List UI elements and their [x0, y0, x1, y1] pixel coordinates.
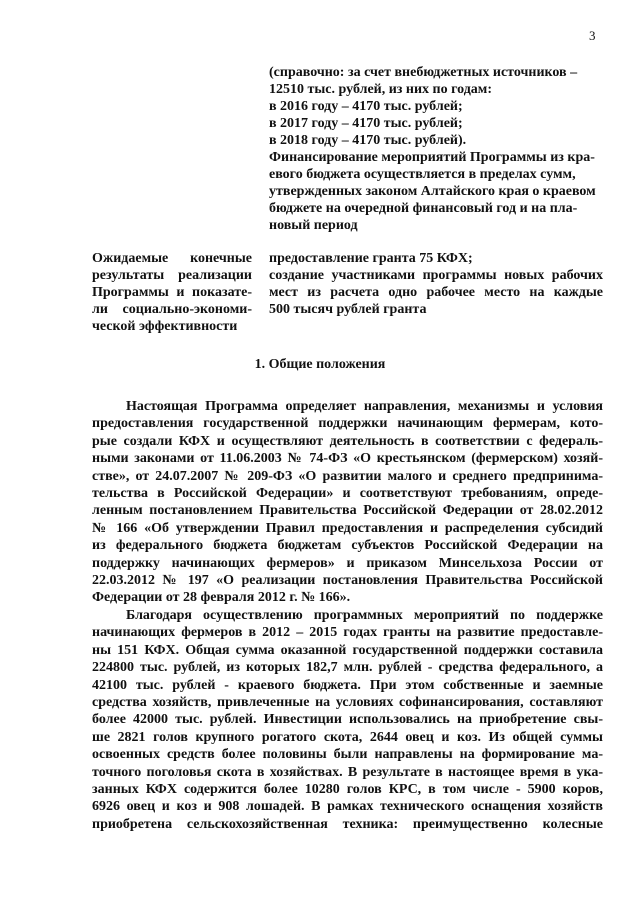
- paragraph-line: приобретена сельскохозяйственная техника: преимущественно колесные: [92, 816, 603, 832]
- funding-line: в 2018 году – 4170 тыс. рублей).: [269, 133, 467, 148]
- label-line: Программы и показате-: [92, 285, 252, 300]
- paragraph-line: 6926 овец и коз и 908 лошадей. В рамках технического оснащения хозяйств: [92, 799, 603, 815]
- value-line: мест из расчета одно рабочее место на каждые: [269, 285, 603, 300]
- paragraph-line: Благодаря осуществлению программных мероприятий по поддержке: [126, 607, 603, 623]
- paragraph-line: 22.03.2012 № 197 «О реализации постановления Правительства Российской: [92, 573, 603, 589]
- label-line: Ожидаемые конечные: [92, 251, 252, 266]
- paragraph-line: ны 151 КФХ. Общая сумма оказанной государственной поддержки составила: [92, 642, 603, 658]
- paragraph-line: ными законами от 11.06.2003 № 74-ФЗ «О крестьянском (фермерском) хозяй-: [92, 451, 603, 467]
- paragraph-line: из федерального бюджета бюджетам субъектов Российской Федерации на: [92, 538, 603, 554]
- value-line: предоставление гранта 75 КФХ;: [269, 251, 473, 266]
- funding-line: бюджете на очередной финансовый год и на пла-: [269, 201, 578, 216]
- page-number: 3: [589, 28, 596, 43]
- paragraph-line: ленным постановлением Правительства Российской Федерации от 28.02.2012: [92, 503, 603, 519]
- expected-results-label: [92, 250, 252, 335]
- paragraph-line: предоставления государственной поддержки начинающим фермерам, кото-: [92, 416, 603, 432]
- funding-line: новый период: [269, 218, 358, 233]
- paragraph-line: ше 2821 голов крупного рогатого скота, 2644 овец и коз. Из общей суммы: [92, 729, 603, 745]
- paragraph-line: 42100 тыс. рублей - краевого бюджета. При этом собственные и заемные: [92, 677, 603, 693]
- funding-section: [269, 64, 603, 234]
- funding-line: 12510 тыс. рублей, из них по годам:: [269, 82, 493, 97]
- paragraph-line: занных КФХ содержится более 10280 голов КРС, в том числе - 5900 коров,: [92, 781, 603, 797]
- section-heading: 1. Общие положения: [254, 357, 386, 372]
- paragraph-line: средства хозяйств, привлеченные на условиях софинансирования, составляют: [92, 694, 603, 710]
- paragraph-line: точного поголовья скота в хозяйствах. В результате в настоящее время в ука-: [92, 764, 603, 780]
- paragraph-line: стве», от 24.07.2007 № 209-ФЗ «О развитии малого и среднего предпринима-: [92, 468, 603, 484]
- section-body: [92, 398, 603, 833]
- paragraph-line: более 42000 тыс. рублей. Инвестиции использовались на приобретение свы-: [92, 712, 603, 728]
- paragraph-line: Настоящая Программа определяет направления, механизмы и условия: [126, 399, 603, 414]
- paragraph-line: Федерации от 28 февраля 2012 г. № 166».: [92, 590, 351, 606]
- paragraph-line: 224800 тыс. рублей, из которых 182,7 млн. рублей - средства федерального, а: [92, 660, 603, 676]
- funding-line: (справочно: за счет внебюджетных источников –: [269, 65, 578, 80]
- funding-line: утвержденных законом Алтайского края о краевом: [269, 184, 596, 199]
- label-line: ческой эффективности: [92, 319, 238, 334]
- funding-line: в 2016 году – 4170 тыс. рублей;: [269, 99, 463, 114]
- paragraph-line: рые создали КФХ и осуществляют деятельность в соответствии с федераль-: [92, 433, 603, 449]
- label-line: ли социально-экономи-: [92, 302, 252, 317]
- label-line: результаты реализации: [92, 268, 252, 283]
- value-line: 500 тысяч рублей гранта: [269, 302, 427, 317]
- value-line: создание участниками программы новых рабочих: [269, 268, 603, 283]
- paragraph-line: № 166 «Об утверждении Правил предоставления и распределения субсидий: [92, 520, 603, 536]
- funding-line: в 2017 году – 4170 тыс. рублей;: [269, 116, 463, 131]
- funding-line: евого бюджета осуществляется в пределах сумм,: [269, 167, 576, 182]
- paragraph-line: поддержку начинающих фермеров» и приказом Минсельхоза России от: [92, 555, 603, 571]
- paragraph: [92, 607, 603, 833]
- paragraph-line: тельства в Российской Федерации» и соответствуют требованиям, опреде-: [92, 486, 603, 502]
- paragraph: [92, 398, 603, 607]
- expected-results-value: [269, 250, 603, 318]
- paragraph-line: освоенных средств более половины были направлены на формирование ма-: [92, 747, 603, 763]
- paragraph-line: начинающих фермеров в 2012 – 2015 годах гранты на развитие предоставле-: [92, 625, 603, 641]
- funding-line: Финансирование мероприятий Программы из кра-: [269, 150, 595, 165]
